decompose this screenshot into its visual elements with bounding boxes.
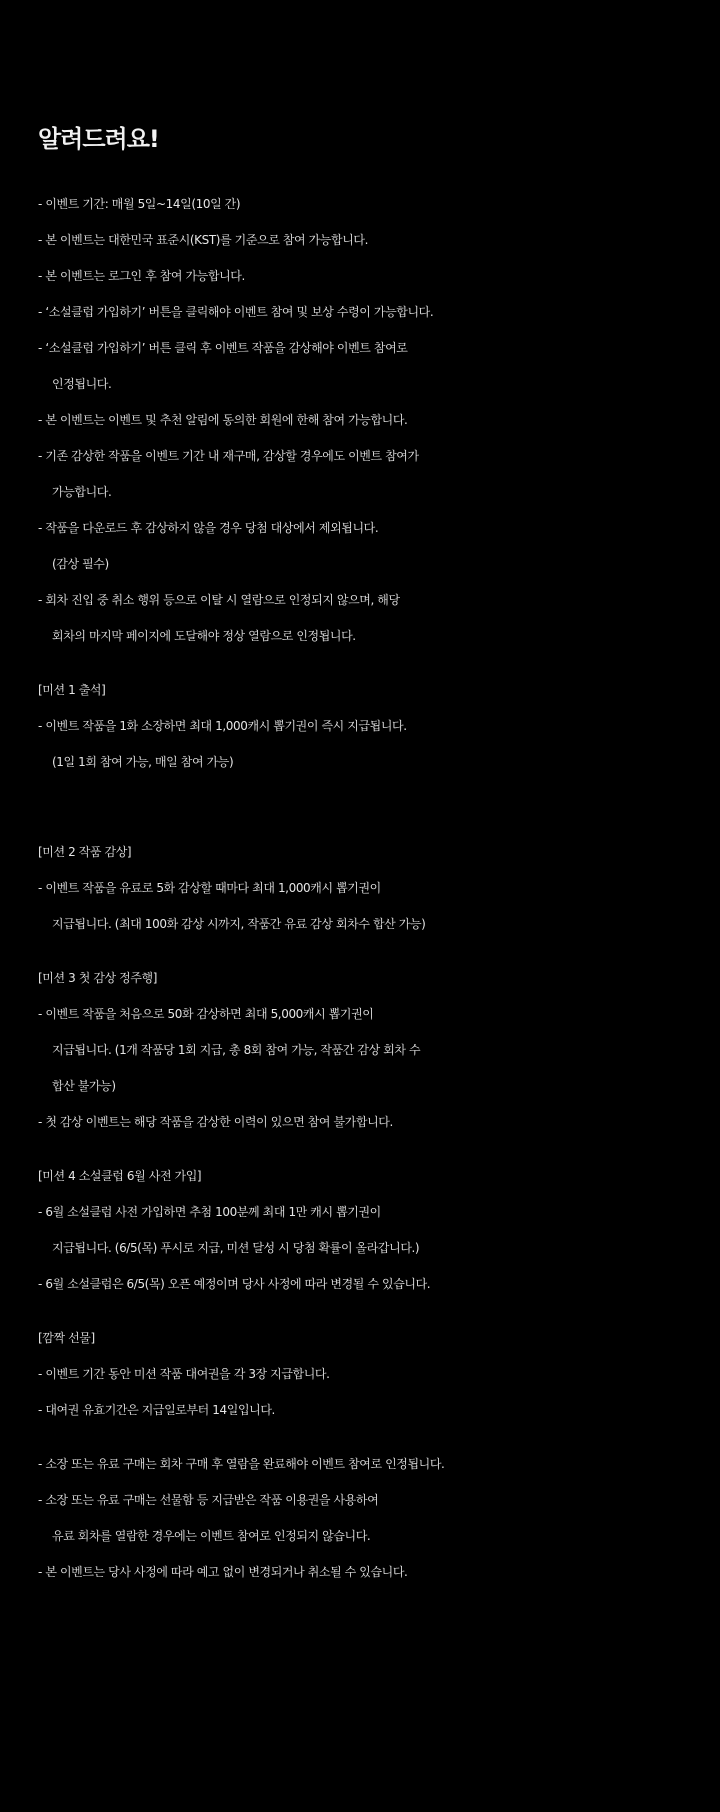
notice-item (38, 870, 720, 942)
mission-3-items (38, 996, 720, 1140)
notice-item (38, 1356, 720, 1392)
notice-item-continuation: 지급됩니다. (6/5(목) 푸시로 지급, 미션 달성 시 당첨 확률이 올라갑니다.) (52, 1241, 420, 1255)
notice-item-continuation: 합산 불가능) (52, 1079, 116, 1093)
mission-1-items (38, 708, 720, 780)
notice-item-text: - 이벤트 작품을 1화 소장하면 최대 1,000캐시 뽑기권이 즉시 지급됩니다. (38, 719, 407, 733)
notice-item-continuation: 지급됩니다. (1개 작품당 1회 지급, 총 8회 참여 가능, 작품간 감상 회차 수 (52, 1043, 421, 1057)
notice-item (38, 1554, 720, 1590)
notice-item-text: - 기존 감상한 작품을 이벤트 기간 내 재구매, 감상할 경우에도 이벤트 참여가 (38, 449, 419, 463)
notice-item-continuation: 지급됩니다. (최대 100화 감상 시까지, 작품간 유료 감상 회차수 합산 가능) (52, 917, 426, 931)
notice-item-text: - ‘소설클럽 가입하기’ 버튼 클릭 후 이벤트 작품을 감상해야 이벤트 참여로 (38, 341, 408, 355)
notice-item-continuation: 회차의 마지막 페이지에 도달해야 정상 열람으로 인정됩니다. (52, 629, 356, 643)
notice-item-text: - 이벤트 작품을 유료로 5화 감상할 때마다 최대 1,000캐시 뽑기권이 (38, 881, 381, 895)
notice-item-text: - 소장 또는 유료 구매는 회차 구매 후 열람을 완료해야 이벤트 참여로 인정됩니다. (38, 1457, 445, 1471)
notice-title: 알려드려요! (38, 125, 159, 153)
notice-item (38, 1104, 720, 1140)
spacer (38, 798, 720, 834)
notice-item-text: - 이벤트 작품을 처음으로 50화 감상하면 최대 5,000캐시 뽑기권이 (38, 1007, 374, 1021)
mission-3-section (38, 960, 720, 1140)
notice-item-continuation: (1일 1회 참여 가능, 매일 참여 가능) (52, 755, 234, 769)
notice-item (38, 510, 720, 582)
surprise-gift-items (38, 1356, 720, 1428)
footer-rules (38, 1446, 720, 1590)
mission-2-heading: [미션 2 작품 감상] (38, 845, 132, 859)
notice-item (38, 438, 720, 510)
mission-4-section (38, 1158, 720, 1302)
notice-item-continuation: 가능합니다. (52, 485, 112, 499)
notice-item (38, 330, 720, 402)
notice-item (38, 222, 720, 258)
notice-item (38, 258, 720, 294)
notice-item (38, 996, 720, 1104)
surprise-gift-heading: [깜짝 선물] (38, 1331, 95, 1345)
notice-item-text: - 회차 진입 중 취소 행위 등으로 이탈 시 열람으로 인정되지 않으며, 해당 (38, 593, 400, 607)
notice-item-text: - 본 이벤트는 로그인 후 참여 가능합니다. (38, 269, 245, 283)
notice-item (38, 582, 720, 654)
notice-item-text: - 6월 소설클럽 사전 가입하면 추첨 100분께 최대 1만 캐시 뽑기권이 (38, 1205, 381, 1219)
mission-2-items (38, 870, 720, 942)
notice-item-text: - 소장 또는 유료 구매는 선물함 등 지급받은 작품 이용권을 사용하여 (38, 1493, 379, 1507)
notice-item-text: - 작품을 다운로드 후 감상하지 않을 경우 당첨 대상에서 제외됩니다. (38, 521, 379, 535)
notice-item (38, 1266, 720, 1302)
notice-item-continuation: 유료 회차를 열람한 경우에는 이벤트 참여로 인정되지 않습니다. (52, 1529, 371, 1543)
notice-item-text: - 6월 소설클럽은 6/5(목) 오픈 예정이며 당사 사정에 따라 변경될 수 있습니다. (38, 1277, 431, 1291)
notice-item-text: - 본 이벤트는 당사 사정에 따라 예고 없이 변경되거나 취소될 수 있습니다. (38, 1565, 408, 1579)
notice-item (38, 186, 720, 222)
mission-1-section (38, 672, 720, 780)
notice-item-text: - 대여권 유효기간은 지급일로부터 14일입니다. (38, 1403, 275, 1417)
notice-item (38, 1194, 720, 1266)
mission-4-items (38, 1194, 720, 1302)
notice-item-continuation: (감상 필수) (52, 557, 109, 571)
notice-item (38, 1446, 720, 1482)
notice-item-text: - 본 이벤트는 이벤트 및 추천 알림에 동의한 회원에 한해 참여 가능합니다. (38, 413, 408, 427)
notice-item (38, 1482, 720, 1554)
mission-3-heading: [미션 3 첫 감상 정주행] (38, 971, 157, 985)
mission-4-heading: [미션 4 소설클럽 6월 사전 가입] (38, 1169, 202, 1183)
mission-1-heading: [미션 1 출석] (38, 683, 106, 697)
mission-2-section (38, 834, 720, 942)
general-rules (38, 186, 720, 654)
notice-item (38, 1392, 720, 1428)
notice-item-text: - ‘소설클럽 가입하기’ 버튼을 클릭해야 이벤트 참여 및 보상 수령이 가능합니다. (38, 305, 434, 319)
notice-item (38, 294, 720, 330)
notice-item-text: - 본 이벤트는 대한민국 표준시(KST)를 기준으로 참여 가능합니다. (38, 233, 369, 247)
surprise-gift-section (38, 1320, 720, 1428)
notice-item-text: - 이벤트 기간 동안 미션 작품 대여권을 각 3장 지급합니다. (38, 1367, 330, 1381)
notice-item-continuation: 인정됩니다. (52, 377, 112, 391)
notice-item-text: - 첫 감상 이벤트는 해당 작품을 감상한 이력이 있으면 참여 불가합니다. (38, 1115, 393, 1129)
notice-item-text: - 이벤트 기간: 매월 5일~14일(10일 간) (38, 197, 241, 211)
notice-item (38, 402, 720, 438)
notice-item (38, 708, 720, 780)
